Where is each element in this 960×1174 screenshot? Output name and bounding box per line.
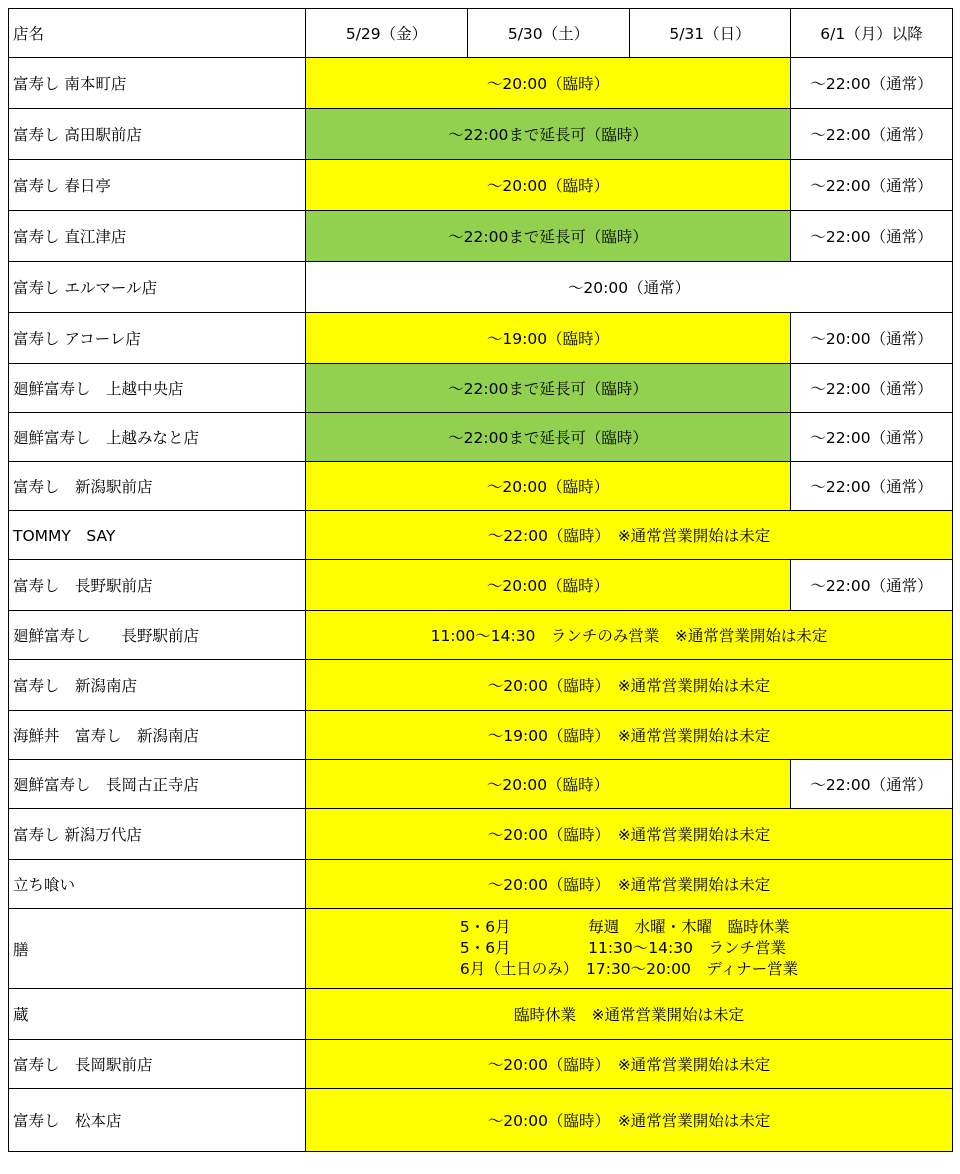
header-date-4: 6/1（月）以降 <box>791 9 953 58</box>
store-name: 富寿し 新潟駅前店 <box>9 462 306 511</box>
after-cell: ～22:00（通常） <box>791 364 953 413</box>
hours-line: 5・6月 毎週 水曜・木曜 臨時休業 <box>459 918 790 936</box>
hours-cell: ～20:00（臨時） ※通常営業開始は未定 <box>306 660 953 711</box>
store-name: 富寿し 松本店 <box>9 1089 306 1152</box>
hours-cell: ～22:00まで延長可（臨時） <box>306 364 791 413</box>
header-date-2: 5/30（土） <box>468 9 630 58</box>
business-hours-table <box>8 8 953 1152</box>
store-name: 廻鮮富寿し 長野駅前店 <box>9 611 306 660</box>
after-cell: ～22:00（通常） <box>791 760 953 809</box>
store-name: 富寿し 新潟南店 <box>9 660 306 711</box>
hours-cell: ～20:00（通常） <box>306 262 953 313</box>
hours-cell-multiline <box>306 909 953 989</box>
header-store: 店名 <box>9 9 306 58</box>
hours-cell: ～20:00（臨時） ※通常営業開始は未定 <box>306 1089 953 1152</box>
after-cell: ～22:00（通常） <box>791 462 953 511</box>
hours-cell: ～19:00（臨時） <box>306 313 791 364</box>
table-row <box>9 1040 953 1089</box>
store-name: 富寿し 南本町店 <box>9 58 306 109</box>
hours-cell: ～20:00（臨時） ※通常営業開始は未定 <box>306 860 953 909</box>
table-row <box>9 211 953 262</box>
hours-cell: ～22:00まで延長可（臨時） <box>306 211 791 262</box>
store-name: 富寿し 長野駅前店 <box>9 560 306 611</box>
hours-cell: ～19:00（臨時） ※通常営業開始は未定 <box>306 711 953 760</box>
hours-cell: ～20:00（臨時） <box>306 760 791 809</box>
after-cell: ～22:00（通常） <box>791 109 953 160</box>
store-name: 富寿し アコーレ店 <box>9 313 306 364</box>
after-cell: ～22:00（通常） <box>791 160 953 211</box>
store-name: 富寿し 春日亭 <box>9 160 306 211</box>
store-name: 富寿し 直江津店 <box>9 211 306 262</box>
table-row <box>9 1089 953 1152</box>
header-date-1: 5/29（金） <box>306 9 468 58</box>
table-row <box>9 711 953 760</box>
hours-cell: ～20:00（臨時） ※通常営業開始は未定 <box>306 1040 953 1089</box>
hours-cell: ～22:00まで延長可（臨時） <box>306 109 791 160</box>
header-date-3: 5/31（日） <box>630 9 791 58</box>
table-row <box>9 511 953 560</box>
multiline-hours <box>460 917 798 980</box>
hours-cell: 11:00～14:30 ランチのみ営業 ※通常営業開始は未定 <box>306 611 953 660</box>
after-cell: ～20:00（通常） <box>791 313 953 364</box>
hours-line: 5・6月 11:30～14:30 ランチ営業 <box>459 939 786 957</box>
store-name: 富寿し 新潟万代店 <box>9 809 306 860</box>
table-row <box>9 809 953 860</box>
hours-cell: ～20:00（臨時） <box>306 560 791 611</box>
store-name: 廻鮮富寿し 上越みなと店 <box>9 413 306 462</box>
hours-cell: ～20:00（臨時） <box>306 462 791 511</box>
store-name: 海鮮丼 富寿し 新潟南店 <box>9 711 306 760</box>
store-name: 立ち喰い <box>9 860 306 909</box>
table-row <box>9 462 953 511</box>
after-cell: ～22:00（通常） <box>791 58 953 109</box>
hours-cell: ～20:00（臨時） <box>306 58 791 109</box>
table-row <box>9 560 953 611</box>
store-name: 富寿し 高田駅前店 <box>9 109 306 160</box>
table-row <box>9 109 953 160</box>
hours-cell: ～20:00（臨時） ※通常営業開始は未定 <box>306 809 953 860</box>
store-name: 廻鮮富寿し 上越中央店 <box>9 364 306 413</box>
after-cell: ～22:00（通常） <box>791 560 953 611</box>
table-row <box>9 413 953 462</box>
table-row <box>9 989 953 1040</box>
store-name: 蔵 <box>9 989 306 1040</box>
table-row <box>9 909 953 989</box>
hours-cell: ～22:00（臨時） ※通常営業開始は未定 <box>306 511 953 560</box>
table-row <box>9 760 953 809</box>
table-row <box>9 660 953 711</box>
table-row <box>9 611 953 660</box>
hours-cell: 臨時休業 ※通常営業開始は未定 <box>306 989 953 1040</box>
table-row <box>9 160 953 211</box>
after-cell: ～22:00（通常） <box>791 211 953 262</box>
table-row <box>9 313 953 364</box>
hours-cell: ～20:00（臨時） <box>306 160 791 211</box>
table-row <box>9 364 953 413</box>
table-row <box>9 262 953 313</box>
store-name: 膳 <box>9 909 306 989</box>
table-row <box>9 860 953 909</box>
store-name: 富寿し エルマール店 <box>9 262 306 313</box>
store-name: 廻鮮富寿し 長岡古正寺店 <box>9 760 306 809</box>
store-name: TOMMY SAY <box>9 511 306 560</box>
header-row <box>9 9 953 58</box>
hours-line: 6月（土日のみ） 17:30～20:00 ディナー営業 <box>459 960 799 978</box>
table-row <box>9 58 953 109</box>
after-cell: ～22:00（通常） <box>791 413 953 462</box>
hours-cell: ～22:00まで延長可（臨時） <box>306 413 791 462</box>
store-name: 富寿し 長岡駅前店 <box>9 1040 306 1089</box>
